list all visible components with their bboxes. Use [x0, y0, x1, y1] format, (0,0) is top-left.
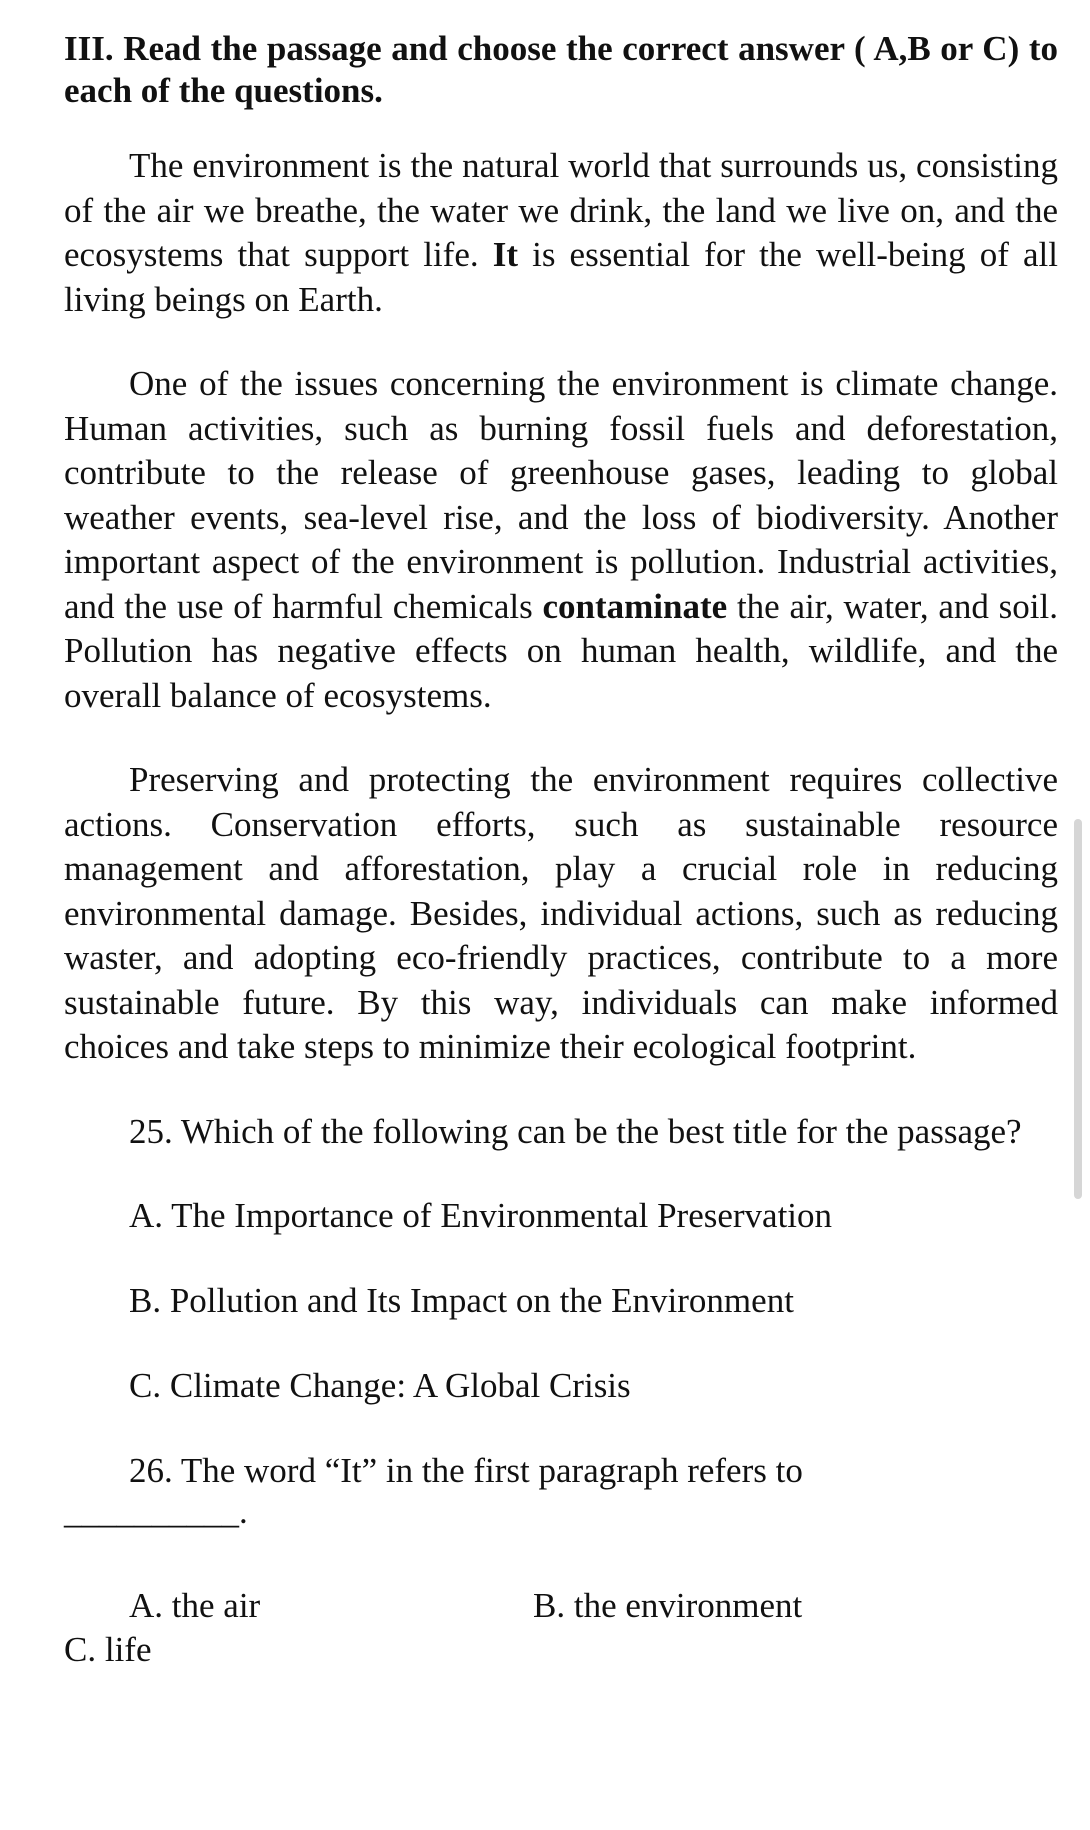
question-25-option-a: A. The Importance of Environmental Preservation — [129, 1196, 833, 1235]
passage-paragraph-1 — [64, 144, 1058, 322]
p2-bold-word: contaminate — [542, 586, 728, 626]
question-26-option-a: A. the air — [129, 1585, 261, 1625]
p1-bold-word: It — [492, 235, 518, 274]
question-26-answer-blank: __________. — [64, 1491, 248, 1531]
worksheet-page — [64, 28, 1058, 1672]
p2-text-before: One of the issues concerning the environment is climate change. Human activities, such as burning fossil fuels and deforestation, contribute to the release of greenhouse gases, leading to global weather events, sea-level rise, and the loss of biodiversity. Another important aspect of the environment is pollution. Industrial activities, and the use of harmful chemicals — [64, 364, 1058, 626]
question-25-option-c: C. Climate Change: A Global Crisis — [129, 1366, 631, 1405]
p2-text-after: the air, water, and soil. Pollution has negative effects on human health, wildlife, and the overall balance of ecosystems. — [64, 586, 1058, 715]
question-26-options-row — [64, 1584, 1058, 1628]
passage-paragraph-3: Preserving and protecting the environment requires collective actions. Conservation efforts, such as sustainable resource management and afforestation, play a crucial role in reducing environmental damage. Besides, individual actions, such as reducing waster, and adopting eco-friendly practices, contribute to a more sustainable future. By this way, individuals can make informed choices and take steps to minimize their ecological footprint. — [64, 760, 1058, 1066]
passage-paragraph-2 — [64, 362, 1058, 718]
question-26-option-b: B. the environment — [533, 1585, 803, 1625]
scrollbar-thumb[interactable] — [1074, 819, 1082, 1199]
p1-text-before: The environment is the natural world that surrounds us, consisting of the air we breathe, the water we drink, the land we live on, and the ecosystems that support life. — [64, 146, 1058, 274]
question-25-option-b: B. Pollution and Its Impact on the Environment — [129, 1281, 794, 1320]
question-26-option-c: C. life — [64, 1629, 152, 1669]
question-25-stem: 25. Which of the following can be the best title for the passage? — [129, 1111, 1022, 1151]
p1-text-after: is essential for the well-being of all living beings on Earth. — [64, 235, 1058, 319]
section-heading: III. Read the passage and choose the correct answer ( A,B or C) to each of the questions. — [64, 29, 1058, 110]
question-26-stem: 26. The word “It” in the first paragraph refers to — [129, 1451, 803, 1490]
